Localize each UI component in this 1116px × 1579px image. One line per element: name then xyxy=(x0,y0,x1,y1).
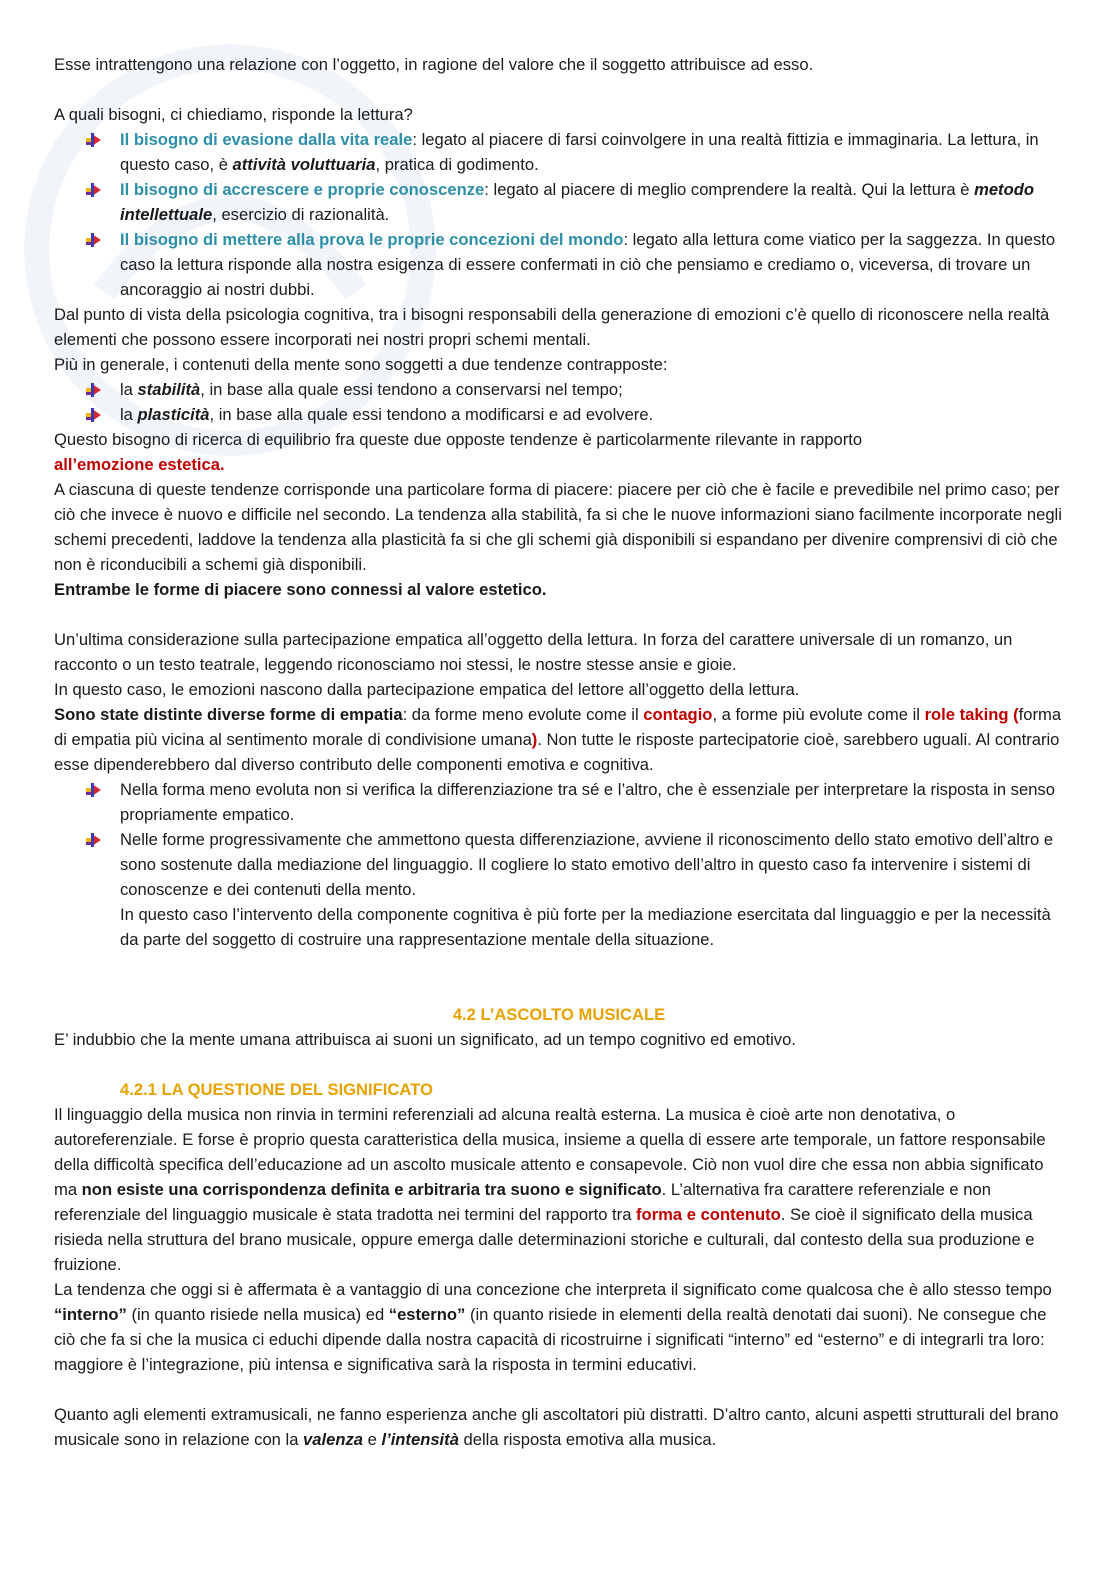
empathy-list xyxy=(54,777,1064,902)
paragraph-empathy-continuation: In questo caso l’intervento della componente cognitiva è più forte per la mediazione esercitata dal linguaggio e per la necessità da parte del soggetto di costruire una rappresentazione mentale della situazione. xyxy=(120,905,1051,949)
list-item: Il bisogno di mettere alla prova le proprie concezioni del mondo: legato alla lettura come viatico per la saggezza. In questo caso la lettura risponde alla nostra esigenza di essere confermati in ciò che pensiamo e crediamo o, viceversa, di trovare un ancoraggio ai nostri dubbi. xyxy=(54,227,1064,302)
aesthetic-emotion-highlight: all’emozione estetica. xyxy=(54,455,225,474)
need-title: Il bisogno di accrescere e proprie conoscenze xyxy=(120,180,485,199)
list-item: Il bisogno di evasione dalla vita reale: legato al piacere di farsi coinvolgere in una realtà fittizia e immaginaria. La lettura, in questo caso, è attività voluttuaria, pratica di godimento. xyxy=(54,127,1064,177)
paragraph-balance: Questo bisogno di ricerca di equilibrio fra queste due opposte tendenze è particolarmente rilevante in rapporto all’emozione estetica. xyxy=(54,430,863,474)
paragraph-music-intro: E’ indubbio che la mente umana attribuisca ai suoni un significato, ad un tempo cognitivo ed emotivo. xyxy=(54,1030,796,1049)
section-heading: 4.2 L’ASCOLTO MUSICALE xyxy=(452,1005,666,1024)
arrow-bullet-icon xyxy=(86,183,101,197)
need-title: Il bisogno di evasione dalla vita reale xyxy=(120,130,413,149)
arrow-bullet-icon xyxy=(86,233,101,247)
arrow-bullet-icon xyxy=(86,783,101,797)
paragraph-tendencies: Più in generale, i contenuti della mente sono soggetti a due tendenze contrapposte: xyxy=(54,355,668,374)
paragraph-intro: Esse intrattengono una relazione con l’oggetto, in ragione del valore che il soggetto attribuisce ad esso. xyxy=(54,55,814,74)
list-item: la plasticità, in base alla quale essi tendono a modificarsi e ad evolvere. xyxy=(54,402,1064,427)
paragraph-music-meaning: Il linguaggio della musica non rinvia in termini referenziali ad alcuna realtà esterna. La musica è cioè arte non denotativa, o autoreferenziale. E forse è proprio questa caratteristica della musica, insieme a quella di essere arte temporale, un fattore responsabile della difficoltà specifica dell’educazione ad un ascolto musicale attento e consapevole. Ciò non vuol dire che essa non abbia significato ma non esiste una corrispondenza definita e arbitraria tra suono e significato. L’alternativa fra carattere referenziale e non referenziale del linguaggio musicale è stata tradotta nei termini del rapporto tra forma e contenuto. Se cioè il significato della musica risieda nella struttura del brano musicale, oppure emerga dalle determinazioni storiche e culturali, dal contesto della sua produzione e fruizione. xyxy=(54,1105,1046,1274)
document-page xyxy=(54,52,1064,1452)
paragraph-aesthetic-value: Entrambe le forme di piacere sono connessi al valore estetico. xyxy=(54,580,547,599)
needs-list xyxy=(54,127,1064,302)
paragraph-empathy-intro: Un’ultima considerazione sulla partecipazione empatica all’oggetto della lettura. In forza del carattere universale di un romanzo, un racconto o un testo teatrale, leggendo riconosciamo noi stessi, le nostre stesse ansie e gioie. xyxy=(54,630,1013,674)
arrow-bullet-icon xyxy=(86,133,101,147)
tendencies-list xyxy=(54,377,1064,427)
paragraph-empathy-forms: Sono state distinte diverse forme di empatia: da forme meno evolute come il contagio, a forme più evolute come il role taking (forma di empatia più vicina al sentimento morale di condivisione umana). Non tutte le risposte partecipatorie cioè, sarebbero uguali. Al contrario esse dipenderebbero dal diverso contributo delle componenti emotiva e cognitiva. xyxy=(54,705,1062,774)
paragraph-music-extramusical: Quanto agli elementi extramusicali, ne fanno esperienza anche gli ascoltatori più distratti. D’altro canto, alcuni aspetti strutturali del brano musicale sono in relazione con la valenza e l’intensità della risposta emotiva alla musica. xyxy=(54,1405,1059,1449)
list-item: la stabilità, in base alla quale essi tendono a conservarsi nel tempo; xyxy=(54,377,1064,402)
paragraph-cognitive: Dal punto di vista della psicologia cognitiva, tra i bisogni responsabili della generazione di emozioni c’è quello di riconoscere nella realtà elementi che possono essere incorporati nei nostri propri schemi mentali. xyxy=(54,305,1050,349)
list-item: Il bisogno di accrescere e proprie conoscenze: legato al piacere di meglio comprendere la realtà. Qui la lettura è metodo intellettuale, esercizio di razionalità. xyxy=(54,177,1064,227)
subsection-heading: 4.2.1 LA QUESTIONE DEL SIGNIFICATO xyxy=(120,1080,433,1099)
list-item: Nelle forme progressivamente che ammettono questa differenziazione, avviene il riconoscimento dello stato emotivo dell’altro e sono sostenute dalla mediazione del linguaggio. Il cogliere lo stato emotivo dell’altro in questo caso fa intervenire i sistemi di conoscenze e dei contenuti della mento. xyxy=(54,827,1064,902)
paragraph-pleasure: A ciascuna di queste tendenze corrisponde una particolare forma di piacere: piacere per ciò che è facile e prevedibile nel primo caso; per ciò che invece è nuovo e difficile nel secondo. La tendenza alla stabilità, fa si che le nuove informazioni siano facilmente incorporate negli schemi precedenti, laddove la tendenza alla plasticità fa si che gli schemi già disponibili si espandano per divenire comprensivi di ciò che non è riconducibili a schemi già disponibili. xyxy=(54,480,1062,574)
need-title: Il bisogno di mettere alla prova le proprie concezioni del mondo xyxy=(120,230,624,249)
list-item: Nella forma meno evoluta non si verifica la differenziazione tra sé e l’altro, che è essenziale per interpretare la risposta in senso propriamente empatico. xyxy=(54,777,1064,827)
paragraph-empathy-origin: In questo caso, le emozioni nascono dalla partecipazione empatica del lettore all’oggetto della lettura. xyxy=(54,680,800,699)
arrow-bullet-icon xyxy=(86,833,101,847)
paragraph-question: A quali bisogni, ci chiediamo, risponde la lettura? xyxy=(54,105,413,124)
arrow-bullet-icon xyxy=(86,383,101,397)
paragraph-music-tendency: La tendenza che oggi si è affermata è a vantaggio di una concezione che interpreta il significato come qualcosa che è allo stesso tempo “interno” (in quanto risiede nella musica) ed “esterno” (in quanto risiede in elementi della realtà denotati dai suoni). Ne consegue che ciò che fa si che la musica ci educhi dipende dalla nostra capacità di ricostruirne i significati “interno” ed “esterno” e di integrarli tra loro: maggiore è l’integrazione, più intensa e significativa sarà la risposta in termini educativi. xyxy=(54,1280,1052,1374)
arrow-bullet-icon xyxy=(86,408,101,422)
need-emphasis: metodo intellettuale xyxy=(120,180,1034,224)
need-emphasis: attività voluttuaria xyxy=(232,155,376,174)
